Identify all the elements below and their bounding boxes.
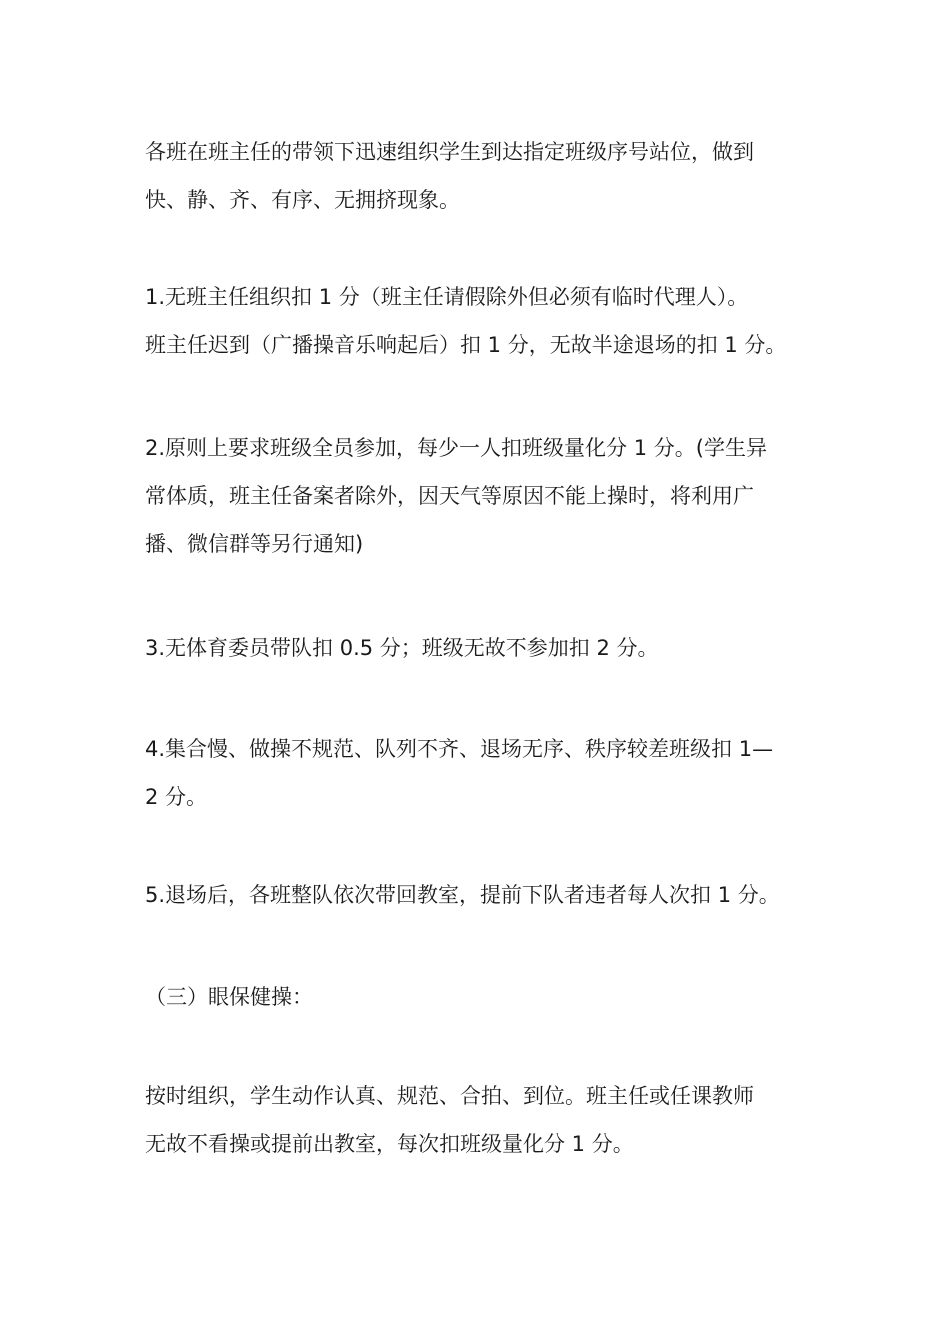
text-line: 5.退场后，各班整队依次带回教室，提前下队者违者每人次扣 1 分。 — [145, 883, 780, 907]
text-line: 各班在班主任的带领下迅速组织学生到达指定班级序号站位，做到 — [145, 140, 754, 164]
text-line: 3.无体育委员带队扣 0.5 分；班级无故不参加扣 2 分。 — [145, 636, 659, 660]
text-line: 1.无班主任组织扣 1 分（班主任请假除外但必须有临时代理人）。 — [145, 285, 749, 309]
text-line: 常体质，班主任备案者除外，因天气等原因不能上操时，将利用广 — [145, 484, 754, 508]
text-line: 按时组织，学生动作认真、规范、合拍、到位。班主任或任课教师 — [145, 1084, 754, 1108]
text-line: 无故不看操或提前出教室，每次扣班级量化分 1 分。 — [145, 1132, 634, 1156]
text-line: 快、静、齐、有序、无拥挤现象。 — [145, 188, 460, 212]
paragraph-rule-1 — [145, 273, 825, 369]
section-heading-eye-exercise — [145, 973, 825, 1021]
text-line: 4.集合慢、做操不规范、队列不齐、退场无序、秩序较差班级扣 1— — [145, 737, 774, 761]
text-line: 2.原则上要求班级全员参加，每少一人扣班级量化分 1 分。(学生异 — [145, 436, 767, 460]
text-line: 班主任迟到（广播操音乐响起后）扣 1 分，无故半途退场的扣 1 分。 — [145, 333, 787, 357]
paragraph-rule-4 — [145, 725, 825, 821]
text-line: （三）眼保健操： — [145, 985, 313, 1009]
paragraph-assembly-intro — [145, 128, 825, 224]
paragraph-rule-2 — [145, 424, 825, 568]
text-line: 2 分。 — [145, 785, 208, 809]
paragraph-eye-exercise — [145, 1072, 825, 1168]
paragraph-rule-5 — [145, 871, 825, 919]
paragraph-rule-3 — [145, 624, 825, 672]
text-line: 播、微信群等另行通知) — [145, 532, 364, 556]
